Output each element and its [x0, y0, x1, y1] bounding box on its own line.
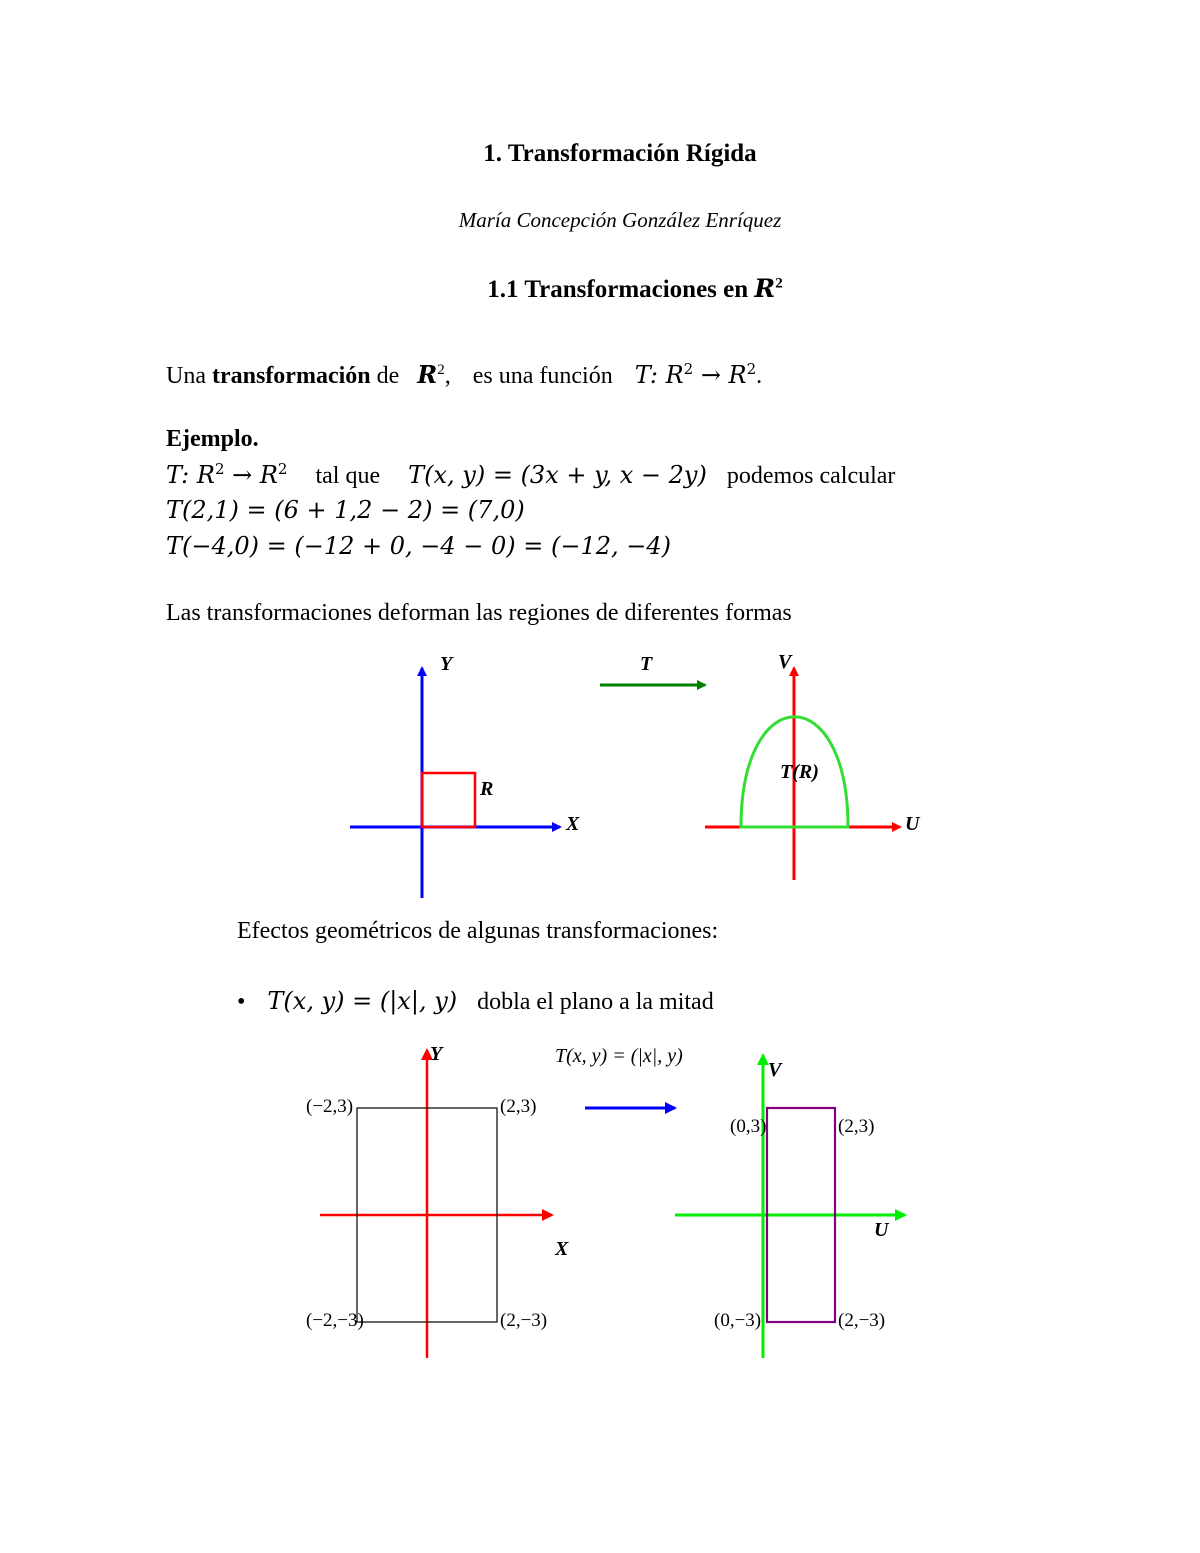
left-y-label-2: Y [430, 1043, 443, 1065]
ex-map-sup1: 2 [214, 460, 225, 478]
example-line-1 [166, 460, 895, 490]
region-r-label: R [480, 778, 494, 800]
deform-paragraph: Las transformaciones deforman las regiones de diferentes formas [166, 600, 792, 626]
right-v-label: V [778, 651, 792, 673]
bullet-glyph: • [237, 989, 246, 1015]
def-map-a: T: R [634, 361, 684, 389]
right-u-label-2: U [874, 1219, 889, 1241]
image-corner-tl: (0,3) [730, 1116, 767, 1137]
def-bold-term: transformación [211, 363, 371, 389]
def-map-b: → R [693, 361, 747, 389]
def-text: es una función [472, 363, 613, 389]
def-math-sup: 2 [437, 362, 445, 378]
map-formula-label: T(x, y) = (|x|, y) [555, 1045, 683, 1067]
region-r-square [422, 773, 475, 827]
bullet-formula: T(x, y) = (|x|, y) [267, 987, 458, 1015]
left-y-label: Y [440, 653, 453, 675]
right-v-label-2: V [768, 1059, 782, 1081]
example-line-2: T(2,1) = (6 + 1,2 − 2) = (7,0) [166, 496, 525, 524]
author-name: María Concepción González Enríquez [458, 208, 782, 232]
subsection-math: R [754, 274, 776, 303]
ex-map-a: T: R [166, 461, 215, 489]
image-corner-bl: (0,−3) [714, 1310, 762, 1331]
bullet-text: dobla el plano a la mitad [477, 989, 714, 1015]
subsection-text: 1.1 Transformaciones en [487, 276, 755, 303]
corner-label-br: (2,−3) [500, 1310, 548, 1331]
def-math-r: R [417, 360, 438, 389]
ex-map-b: → R [224, 461, 278, 489]
subsection-sup: 2 [775, 275, 783, 292]
ex-calc-text: podemos calcular [726, 463, 896, 489]
image-corner-tr: (2,3) [838, 1116, 875, 1137]
ex-formula: T(x, y) = (3x + y, x − 2y) [408, 461, 707, 489]
example-heading: Ejemplo. [166, 426, 259, 452]
def-mid: de [370, 363, 406, 389]
def-map-sup1: 2 [683, 360, 694, 378]
image-corner-br: (2,−3) [838, 1310, 886, 1331]
section-title: 1. Transformación Rígida [483, 140, 757, 167]
figure-2 [0, 1030, 1200, 1370]
corner-label-bl: (−2,−3) [306, 1310, 364, 1331]
def-period: . [756, 363, 763, 389]
left-x-label-2: X [555, 1238, 569, 1260]
transform-arrow-label: T [640, 653, 653, 675]
example-line-3: T(−4,0) = (−12 + 0, −4 − 0) = (−12, −4) [166, 532, 672, 560]
def-prefix: Una [166, 363, 212, 389]
corner-label-tr: (2,3) [500, 1096, 537, 1117]
ex-map-sup2: 2 [277, 460, 288, 478]
left-x-label: X [566, 813, 580, 835]
right-u-label: U [905, 813, 920, 835]
def-comma: , [444, 363, 451, 389]
bullet-item [237, 987, 714, 1016]
effects-paragraph: Efectos geométricos de algunas transformaciones: [237, 918, 719, 944]
corner-label-tl: (−2,3) [306, 1096, 354, 1117]
definition-line [166, 360, 762, 390]
def-map-sup2: 2 [746, 360, 757, 378]
ex-such-that: tal que [315, 463, 381, 489]
image-region-label: T(R) [780, 761, 819, 783]
figure-1 [0, 640, 1200, 910]
left-axes [350, 668, 560, 898]
subsection-title [0, 274, 1200, 304]
